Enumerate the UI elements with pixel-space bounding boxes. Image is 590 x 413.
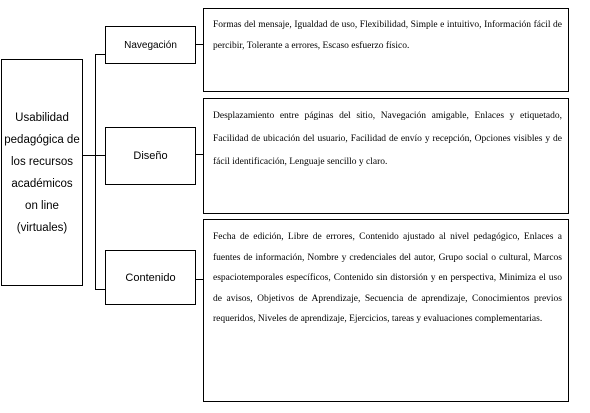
connector-contenido: [95, 289, 105, 290]
root-node: [1, 59, 83, 286]
root-connector: [83, 155, 95, 156]
connector-diseno-desc: [196, 154, 203, 155]
root-label: Usabilidad pedagógica de los recursos académicos on line (virtuales): [4, 111, 80, 234]
category-label: Contenido: [125, 271, 176, 284]
category-navegacion: [105, 26, 196, 64]
connector-diseno: [95, 155, 105, 156]
connector-navegacion-desc: [196, 44, 203, 45]
category-label: Diseño: [133, 150, 168, 162]
description-text: Formas del mensaje, Igualdad de uso, Flexibilidad, Simple e intuitivo, Información fácil de percibir, Tolerante a errores, Escaso esfuerzo físico.: [213, 20, 562, 51]
connector-contenido-desc: [196, 279, 203, 280]
description-navegacion: [203, 8, 569, 92]
category-diseno: [105, 127, 196, 185]
category-label: Navegación: [124, 39, 177, 51]
description-text: Fecha de edición, Libre de errores, Contenido ajustado al nivel pedagógico, Enlaces a fuentes de información, Nombre y credenciales del autor, Grupo social o cultural, Marcos espaciotemporales específicos, Contenido sin distorsión y en perspectiva, Minimiza el uso de avisos, Objetivos de Aprendizaje, Secuencia de aprendizaje, Conocimientos previos requeridos, Niveles de aprendizaje, Ejercicios, tareas y evaluaciones complementarias.: [213, 232, 562, 324]
description-diseno: [203, 98, 569, 214]
description-text: Desplazamiento entre páginas del sitio, Navegación amigable, Enlaces y etiquetado, Facilidad de ubicación del usuario, Facilidad de envío y recepción, Opciones visibles y de fácil identificación, Lenguaje sencillo y claro.: [213, 111, 562, 167]
description-contenido: [203, 219, 569, 402]
connector-navegacion: [95, 54, 105, 55]
branch-spine: [95, 54, 96, 290]
category-contenido: [105, 250, 196, 305]
